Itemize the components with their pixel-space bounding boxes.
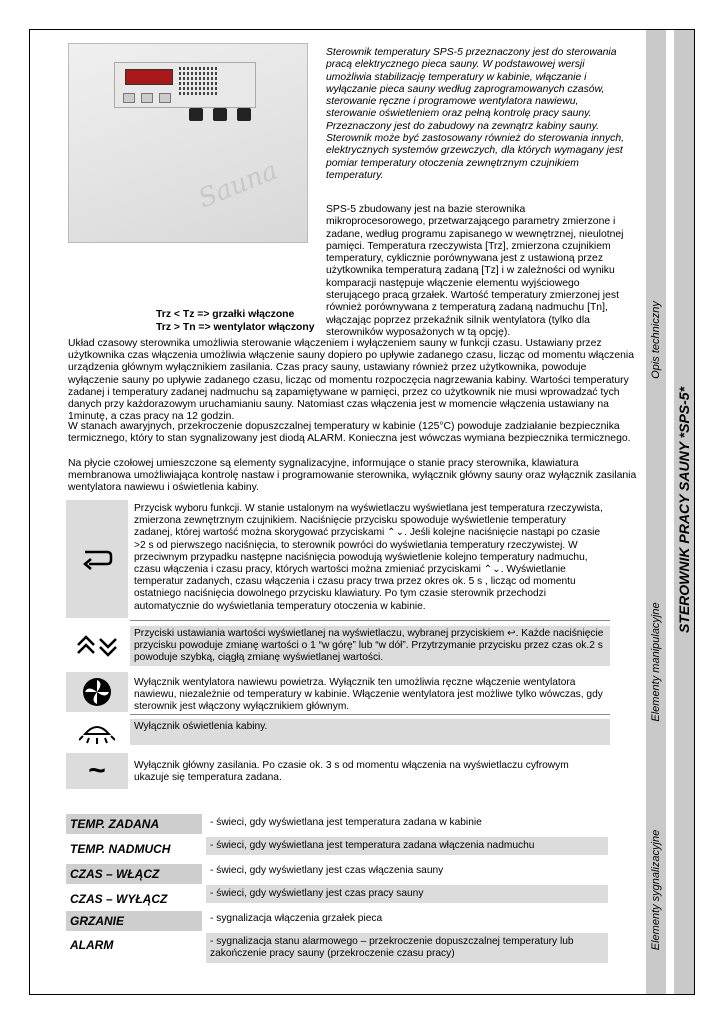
signal-label: TEMP. ZADANA [66,814,202,834]
panel-switch [189,108,203,121]
section-label-opis: Opis techniczny [650,301,662,379]
indicator-leds [179,67,219,97]
rule-fan: Trz > Tn => wentylator włączony [156,322,315,333]
panel-switch [213,108,227,121]
panel-paragraph: Na płycie czołowej umieszczone są elementy sygnalizacyjne, informujące o stanie pracy sterownika, klawiatura membranowa umożliwiająca kontrolę nastaw i programowanie sterownika, wyłącznik główny sauny oraz wyłącznik zasilania wentylatora nawiewu i oświetlenia kabiny. [68,458,637,494]
panel-switch [237,108,251,121]
signal-label: TEMP. NADMUCH [70,842,171,856]
led-display [125,69,173,85]
product-watermark: Sauna [194,155,282,215]
panel-button [159,93,171,103]
signal-label: GRZANIE [66,911,202,931]
section-label-sygnalizacyjne: Elementy sygnalizacyjne [650,829,662,951]
product-photo [68,43,308,243]
tilde-icon: ~ [88,754,106,787]
signal-desc: - sygnalizacja włączenia grzałek pieca [210,913,383,924]
section-label-manipulacyjne: Elementy manipulacyjne [650,602,662,722]
timer-paragraph: Układ czasowy sterownika umożliwia sterowanie włączeniem i wyłączeniem sauny w funkcji czasu. Ustawiany przez użytkownika czas włączenia umożliwia włączenie sauny dopiero po upływie zadanego czasu, licząc od momentu włączenia urządzenia głównym wyłącznikiem zasilania. Czas pracy sauny, ustawiany również przez użytkownika, powoduje wyłączenie sauny po upływie zadanego czasu, licząc od momentu rozpoczęcia nagrzewania kabiny. Wartości temperatury zadanej i temperatury zadanej nadmuchu są zapamiętywane w pamięci, przez co użytkownik nie musi wprowadzać tych danych przy każdorazowym uruchamianiu sauny. Natomiast czas włączenia jest w momencie włączenia ustawiany na 1minutę, a czas pracy na 12 godzin. [68,338,635,423]
fan-icon [82,677,112,707]
control-panel [114,62,256,108]
function-row-2 [66,624,128,668]
function-row-5 [66,753,128,789]
document-title: STEROWNIK PRACY SAUNY *SPS-5* [676,386,692,634]
signal-desc: - świeci, gdy wyświetlany jest czas włączenia sauny [210,865,444,876]
return-arrow-icon [79,548,115,570]
panel-button [141,93,153,103]
signal-label: CZAS – WŁĄCZ [66,864,202,884]
signal-label: CZAS – WYŁĄCZ [70,892,168,906]
function-desc-4: Wyłącznik oświetlenia kabiny. [130,719,610,745]
intro-paragraph: Sterownik temperatury SPS-5 przeznaczony jest do sterowania pracą elektrycznego pieca sauny. W podstawowej wersji umożliwia stabilizację temperatury w kabinie, włączanie i wyłączanie pieca sauny według zaprogramowanych czasów, sterowanie ręczne i programowe wentylatora nawiewu, sterowanie oświetleniem oraz pełną kontrolę pracy sauny. Przeznaczony jest do zabudowy na zewnątrz kabiny sauny. Sterownik może być zastosowany również do sterowania innych, elektrycznych systemów grzewczych, dla których wymagany jest pomiar temperatury otoczenia zewnętrznym czujnikiem temperatury. [326,47,625,181]
function-desc-1: Przycisk wyboru funkcji. W stanie ustalonym na wyświetlaczu wyświetlana jest temperatura rzeczywista, zmierzona zewnętrznym czujnikiem. Naciśnięcie przycisku spowoduje wyświetlenie temperatury zadanej, której wartość można skorygować przyciskami ⌃⌄. Jeśli kolejne naciśnięcie nastąpi po czasie >2 s od pierwszego naciśnięcia, to sterownik powróci do wyświetlania temperatury rzeczywistej. W przeciwnym przypadku następne naciśnięcia powodują wyświetlenie kolejno temperatury nadmuchu, czasu włączenia i czasu pracy, których wartości można zmieniać przyciskami ⌃⌄. Wyświetlanie temperatur zadanych, czasu włączenia i czasu pracy trwa przez okres ok. 5 s , licząc od momentu ostatniego naciśnięcia dowolnego przycisku klawiatury. Po tym czasie sterownik przechodzi automatycznie do wyświetlania temperatury otoczenia w kabinie. [134,503,603,612]
panel-button [123,93,135,103]
function-row-1 [66,500,128,618]
signal-label: ALARM [70,938,114,952]
function-desc-2: Przyciski ustawiania wartości wyświetlanej na wyświetlaczu, wybranej przyciskiem ↩. Każde naciśnięcie przycisku powoduje zmianę wartości o 1 “w górę” lub “w dół”. Przytrzymanie przycisku przez czas ok.2 s powoduje szybką, ciągłą zmianę wyświetlanej wartości. [130,626,610,666]
signal-desc: - świeci, gdy wyświetlana jest temperatura zadana włączenia nadmuchu [206,837,608,855]
construction-paragraph: SPS-5 zbudowany jest na bazie sterownika mikroprocesorowego, przetwarzającego parametry zmierzone i zadane, według programu zapisanego w wewnętrznej, nieulotnej pamięci. Temperatura rzeczywista [Trz], zmierzona czujnikiem temperatury, cyklicznie porównywana jest z ustawioną przez użytkownika temperaturą zadaną [Tz] i w zależności od wyniku komparacji następuje włączenie elementu wyjściowego sterującego pracą grzałek. Wartość temperatury zmierzonej jest również porównywana z temperaturą zadaną nadmuchu [Tn], włączając poprzez przekaźnik silnik wentylatora (tylko dla sterowników wyposażonych w tą opcję). [326,204,624,338]
function-row-3 [66,672,128,712]
signal-desc: - sygnalizacja stanu alarmowego – przekroczenie dopuszczalnej temperatury lub zakończenie pracy sauny (przekroczenie czasu pracy) [206,933,608,963]
signal-desc: - świeci, gdy wyświetlana jest temperatura zadana w kabinie [210,817,482,828]
rule-heating: Trz < Tz => grzałki włączone [156,309,295,320]
up-down-chevrons-icon [76,635,118,657]
sidebar-title-band [674,30,694,994]
function-row-4 [66,717,128,749]
alarm-paragraph: W stanach awaryjnych, przekroczenie dopuszczalnej temperatury w kabinie (125°C) powoduje zadziałanie bezpiecznika termicznego, który to stan sygnalizowany jest diodą ALARM. Konieczna jest wówczas wymiana bezpiecznika termicznego. [68,421,631,445]
signal-desc: - świeci, gdy wyświetlany jest czas pracy sauny [206,885,608,903]
function-desc-5: Wyłącznik główny zasilania. Po czasie ok. 3 s od momentu włączenia na wyświetlaczu cyfrowym ukazuje się temperatura zadana. [134,760,569,784]
sidebar-sections [646,30,666,994]
lamp-icon [79,720,115,746]
function-desc-3: Wyłącznik wentylatora nawiewu powietrza. Wyłącznik ten umożliwia ręczne włączenie wentylatora nawiewu, niezależnie od temperatury w kabinie. Włączenie wentylatora jest możliwe tylko wówczas, gdy sterownik jest włączony wyłącznikiem głównym. [134,677,603,713]
